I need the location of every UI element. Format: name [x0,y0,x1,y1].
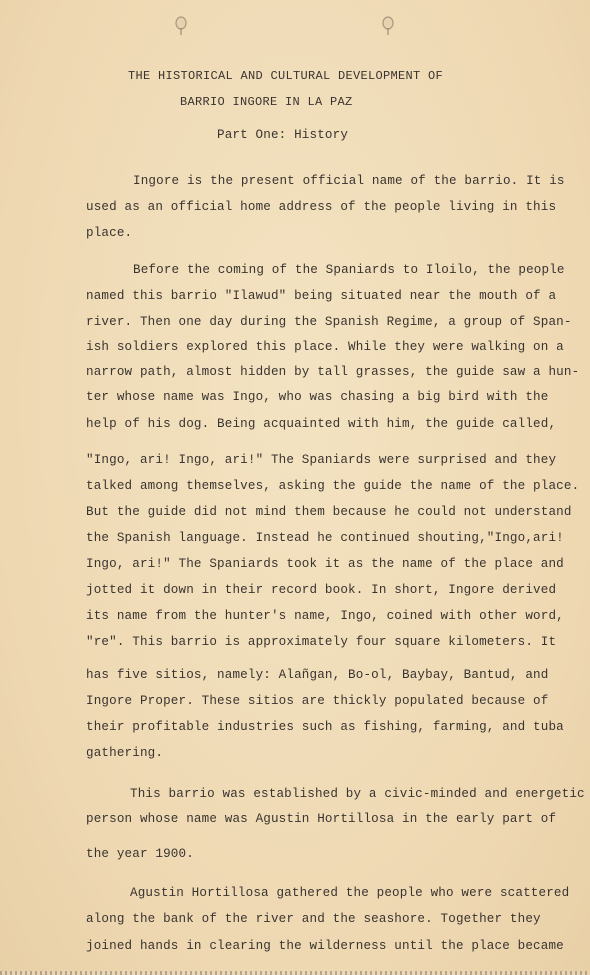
text-line: Ingo, ari!" The Spaniards took it as the name of the place and [86,557,564,571]
text-line: gathering. [86,746,164,760]
text-line: This barrio was established by a civic-minded and energetic [130,787,585,801]
text-line: person whose name was Agustin Hortillosa in the early part of [86,812,557,826]
text-line: jotted it down in their record book. In short, Ingore derived [86,583,557,597]
text-line: help of his dog. Being acquainted with him, the guide called, [86,417,557,431]
text-line: used as an official home address of the people living in this [86,200,557,214]
text-line: ish soldiers explored this place. While they were walking on a [86,340,564,354]
text-line: Agustin Hortillosa gathered the people who were scattered [130,886,570,900]
document-title-line-2: BARRIO INGORE IN LA PAZ [180,95,353,109]
text-line: ter whose name was Ingo, who was chasing a big bird with the [86,390,549,404]
text-line: the Spanish language. Instead he continued shouting,"Ingo,ari! [86,531,564,545]
text-line: river. Then one day during the Spanish Regime, a group of Span- [86,315,572,329]
section-heading: Part One: History [217,128,349,142]
text-line: its name from the hunter's name, Ingo, coined with other word, [86,609,564,623]
punch-hole-icon [174,14,188,36]
text-line: Before the coming of the Spaniards to Iloilo, the people [133,263,565,277]
text-line: talked among themselves, asking the guide the name of the place. [86,479,580,493]
text-line: joined hands in clearing the wilderness until the place became [86,939,564,953]
text-line: Ingore Proper. These sitios are thickly populated because of [86,694,549,708]
text-line: has five sitios, namely: Alañgan, Bo-ol, Baybay, Bantud, and [86,668,549,682]
text-line: their profitable industries such as fishing, farming, and tuba [86,720,564,734]
text-line: narrow path, almost hidden by tall grasses, the guide saw a hun- [86,365,580,379]
text-line: place. [86,226,133,240]
text-line: along the bank of the river and the seashore. Together they [86,912,541,926]
punch-hole-icon [381,14,395,36]
text-line: the year 1900. [86,847,194,861]
text-line: But the guide did not mind them because he could not understand [86,505,572,519]
document-title-line-1: THE HISTORICAL AND CULTURAL DEVELOPMENT OF [128,69,444,83]
text-line: Ingore is the present official name of the barrio. It is [133,174,565,188]
text-line: "re". This barrio is approximately four square kilometers. It [86,635,557,649]
scan-edge-strip [0,971,590,975]
text-line: named this barrio "Ilawud" being situated near the mouth of a [86,289,557,303]
text-line: "Ingo, ari! Ingo, ari!" The Spaniards were surprised and they [86,453,557,467]
